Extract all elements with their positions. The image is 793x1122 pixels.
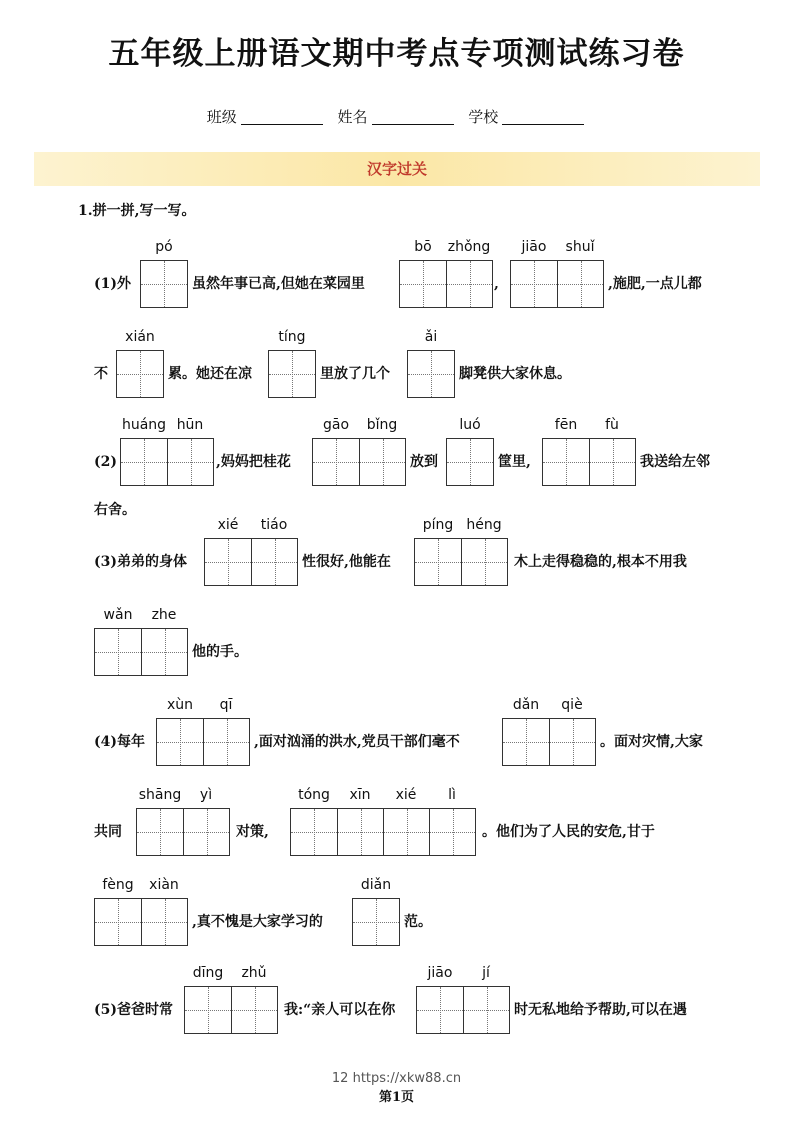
pinyin-syllable: ǎi xyxy=(424,329,438,345)
pinyin-syllable: xián xyxy=(125,329,155,345)
writing-cell[interactable] xyxy=(415,539,461,585)
pinyin-syllable: huáng xyxy=(121,417,167,433)
footer-url: 12 https://xkw88.cn xyxy=(331,1071,462,1086)
pinyin-label xyxy=(543,417,635,437)
sentence-text: 右舍。 xyxy=(94,502,136,518)
sentence-text: 他的手。 xyxy=(192,644,248,660)
writing-cell[interactable] xyxy=(408,351,454,397)
writing-cell[interactable] xyxy=(203,719,249,765)
writing-cell[interactable] xyxy=(137,809,183,855)
answer-grid[interactable] xyxy=(136,787,230,856)
writing-cell[interactable] xyxy=(557,261,603,307)
pinyin-label xyxy=(269,329,315,349)
student-info xyxy=(0,106,793,127)
answer-grid[interactable] xyxy=(116,329,164,398)
class-field[interactable] xyxy=(241,110,323,125)
pinyin-syllable: zhǒng xyxy=(447,239,491,255)
sentence-text: ,真不愧是大家学习的 xyxy=(192,914,323,930)
pinyin-syllable: bǐng xyxy=(366,417,398,433)
sentence-text: ,妈妈把桂花 xyxy=(216,454,291,470)
answer-grid[interactable] xyxy=(204,517,298,586)
writing-cell[interactable] xyxy=(337,809,383,855)
pinyin-syllable: bō xyxy=(414,239,432,255)
answer-grid[interactable] xyxy=(94,607,188,676)
answer-grid[interactable] xyxy=(156,697,250,766)
pinyin-label xyxy=(408,329,454,349)
writing-cell[interactable] xyxy=(400,261,446,307)
pinyin-label xyxy=(415,517,507,537)
pinyin-syllable: qiè xyxy=(561,697,583,713)
writing-cell[interactable] xyxy=(167,439,213,485)
writing-cell[interactable] xyxy=(95,899,141,945)
pinyin-syllable: xùn xyxy=(166,697,194,713)
sentence-text: 木上走得稳稳的,根本不用我 xyxy=(514,554,687,570)
writing-cell[interactable] xyxy=(446,261,492,307)
sentence-text: 不 xyxy=(94,366,108,382)
writing-cell[interactable] xyxy=(141,261,187,307)
writing-cell[interactable] xyxy=(447,439,493,485)
pinyin-syllable: qī xyxy=(219,697,233,713)
writing-cell[interactable] xyxy=(313,439,359,485)
pinyin-syllable: shuǐ xyxy=(565,239,595,255)
pinyin-label xyxy=(137,787,229,807)
writing-cell[interactable] xyxy=(463,987,509,1033)
writing-cell[interactable] xyxy=(157,719,203,765)
sentence-text: (2) xyxy=(94,454,117,470)
answer-grid[interactable] xyxy=(120,417,214,486)
sentence-text: 。他们为了人民的安危,甘于 xyxy=(482,824,655,840)
pinyin-syllable: gāo xyxy=(322,417,350,433)
pinyin-syllable: xiàn xyxy=(149,877,179,893)
answer-grid[interactable] xyxy=(502,697,596,766)
pinyin-label xyxy=(121,417,213,437)
pinyin-syllable: tóng xyxy=(298,787,330,803)
exercise-row xyxy=(94,877,734,946)
sentence-text: ,面对汹涌的洪水,党员干部们毫不 xyxy=(254,734,460,750)
writing-cell[interactable] xyxy=(291,809,337,855)
exercise-row xyxy=(94,239,734,308)
sentence-text: 我送给左邻 xyxy=(640,454,710,470)
exercise-row xyxy=(94,417,734,486)
sentence-text: (3)弟弟的身体 xyxy=(94,554,187,570)
exercise-row xyxy=(94,329,734,398)
writing-cell[interactable] xyxy=(353,899,399,945)
pinyin-label xyxy=(95,607,187,627)
writing-cell[interactable] xyxy=(183,809,229,855)
exercise-row xyxy=(94,787,734,856)
page-number: 第1页 xyxy=(378,1090,415,1105)
answer-grid[interactable] xyxy=(352,877,400,946)
answer-grid[interactable] xyxy=(416,965,510,1034)
pinyin-syllable: jiāo xyxy=(521,239,547,255)
pinyin-syllable: fù xyxy=(605,417,619,433)
writing-cell[interactable] xyxy=(429,809,475,855)
writing-cell[interactable] xyxy=(461,539,507,585)
pinyin-syllable: jiāo xyxy=(427,965,453,981)
pinyin-syllable: zhe xyxy=(151,607,177,623)
writing-cell[interactable] xyxy=(503,719,549,765)
pinyin-label xyxy=(417,965,509,985)
name-label: 姓名 xyxy=(337,108,368,126)
pinyin-label xyxy=(157,697,249,717)
exercise-row xyxy=(94,965,734,1034)
answer-grid[interactable] xyxy=(446,417,494,486)
writing-cell[interactable] xyxy=(141,629,187,675)
writing-cell[interactable] xyxy=(231,987,277,1033)
sentence-text: 对策, xyxy=(236,824,269,840)
pinyin-label xyxy=(511,239,603,259)
pinyin-syllable: shāng xyxy=(138,787,182,803)
name-field[interactable] xyxy=(372,110,454,125)
question-title: 1.拼一拼,写一写。 xyxy=(78,203,196,219)
answer-grid[interactable] xyxy=(184,965,278,1034)
school-label: 学校 xyxy=(468,108,499,126)
pinyin-label xyxy=(185,965,277,985)
answer-grid[interactable] xyxy=(407,329,455,398)
answer-grid[interactable] xyxy=(268,329,316,398)
writing-cell[interactable] xyxy=(359,439,405,485)
pinyin-label xyxy=(141,239,187,259)
pinyin-syllable: zhǔ xyxy=(241,965,267,981)
writing-cell[interactable] xyxy=(121,439,167,485)
answer-grid[interactable] xyxy=(94,877,188,946)
pinyin-syllable: tiáo xyxy=(260,517,288,533)
writing-cell[interactable] xyxy=(95,629,141,675)
writing-cell[interactable] xyxy=(383,809,429,855)
answer-grid[interactable] xyxy=(510,239,604,308)
exercise-row xyxy=(94,697,734,766)
pinyin-label xyxy=(447,417,493,437)
writing-cell[interactable] xyxy=(417,987,463,1033)
sentence-text: , xyxy=(494,276,499,292)
sentence-text: (5)爸爸时常 xyxy=(94,1002,173,1018)
writing-cell[interactable] xyxy=(205,539,251,585)
writing-cell[interactable] xyxy=(543,439,589,485)
pinyin-label xyxy=(353,877,399,897)
pinyin-syllable: dǎn xyxy=(512,697,540,713)
writing-cell[interactable] xyxy=(141,899,187,945)
sentence-text: 性很好,他能在 xyxy=(302,554,391,570)
pinyin-syllable: jí xyxy=(482,965,490,981)
pinyin-syllable: xié xyxy=(395,787,417,803)
sentence-text: 。面对灾情,大家 xyxy=(600,734,703,750)
sentence-text: 放到 xyxy=(410,454,438,470)
pinyin-label xyxy=(95,877,187,897)
pinyin-syllable: yì xyxy=(199,787,213,803)
sentence-text: (4)每年 xyxy=(94,734,145,750)
writing-cell[interactable] xyxy=(251,539,297,585)
pinyin-label xyxy=(117,329,163,349)
page-title: 五年级上册语文期中考点专项测试练习卷 xyxy=(108,36,685,72)
writing-cell[interactable] xyxy=(269,351,315,397)
school-field[interactable] xyxy=(502,110,584,125)
pinyin-syllable: hūn xyxy=(176,417,204,433)
pinyin-syllable: luó xyxy=(459,417,481,433)
pinyin-syllable: diǎn xyxy=(360,877,392,893)
exercise-row xyxy=(94,607,734,676)
pinyin-label xyxy=(291,787,475,807)
sentence-text: 筐里, xyxy=(498,454,531,470)
answer-grid[interactable] xyxy=(414,517,508,586)
sentence-text: (1)外 xyxy=(94,276,131,292)
sentence-text: 共同 xyxy=(94,824,122,840)
answer-grid[interactable] xyxy=(140,239,188,308)
pinyin-syllable: dīng xyxy=(192,965,224,981)
writing-cell[interactable] xyxy=(549,719,595,765)
pinyin-syllable: píng xyxy=(422,517,454,533)
sentence-text: 我:“亲人可以在你 xyxy=(284,1002,396,1018)
pinyin-syllable: tíng xyxy=(278,329,306,345)
exercise-row xyxy=(94,517,734,586)
pinyin-syllable: héng xyxy=(466,517,502,533)
writing-cell[interactable] xyxy=(185,987,231,1033)
class-label: 班级 xyxy=(206,108,237,126)
pinyin-syllable: xīn xyxy=(349,787,371,803)
writing-cell[interactable] xyxy=(117,351,163,397)
sentence-text: 里放了几个 xyxy=(320,366,390,382)
pinyin-syllable: fēn xyxy=(554,417,578,433)
writing-cell[interactable] xyxy=(589,439,635,485)
sentence-text: 累。她还在凉 xyxy=(168,366,252,382)
answer-grid[interactable] xyxy=(312,417,406,486)
answer-grid[interactable] xyxy=(542,417,636,486)
pinyin-label xyxy=(503,697,595,717)
pinyin-syllable: pó xyxy=(155,239,173,255)
answer-grid[interactable] xyxy=(290,787,476,856)
pinyin-label xyxy=(400,239,492,259)
sentence-text: 脚凳供大家休息。 xyxy=(459,366,571,382)
writing-cell[interactable] xyxy=(511,261,557,307)
pinyin-syllable: lì xyxy=(448,787,456,803)
sentence-text: 虽然年事已高,但她在菜园里 xyxy=(192,276,365,292)
pinyin-label xyxy=(205,517,297,537)
sentence-text: 范。 xyxy=(404,914,432,930)
pinyin-syllable: fèng xyxy=(102,877,134,893)
answer-grid[interactable] xyxy=(399,239,493,308)
pinyin-syllable: xié xyxy=(217,517,239,533)
section-banner: 汉字过关 xyxy=(34,152,760,186)
pinyin-syllable: wǎn xyxy=(103,607,133,623)
pinyin-label xyxy=(313,417,405,437)
sentence-text: ,施肥,一点儿都 xyxy=(608,276,702,292)
exercise-row xyxy=(94,486,734,534)
sentence-text: 时无私地给予帮助,可以在遇 xyxy=(514,1002,687,1018)
